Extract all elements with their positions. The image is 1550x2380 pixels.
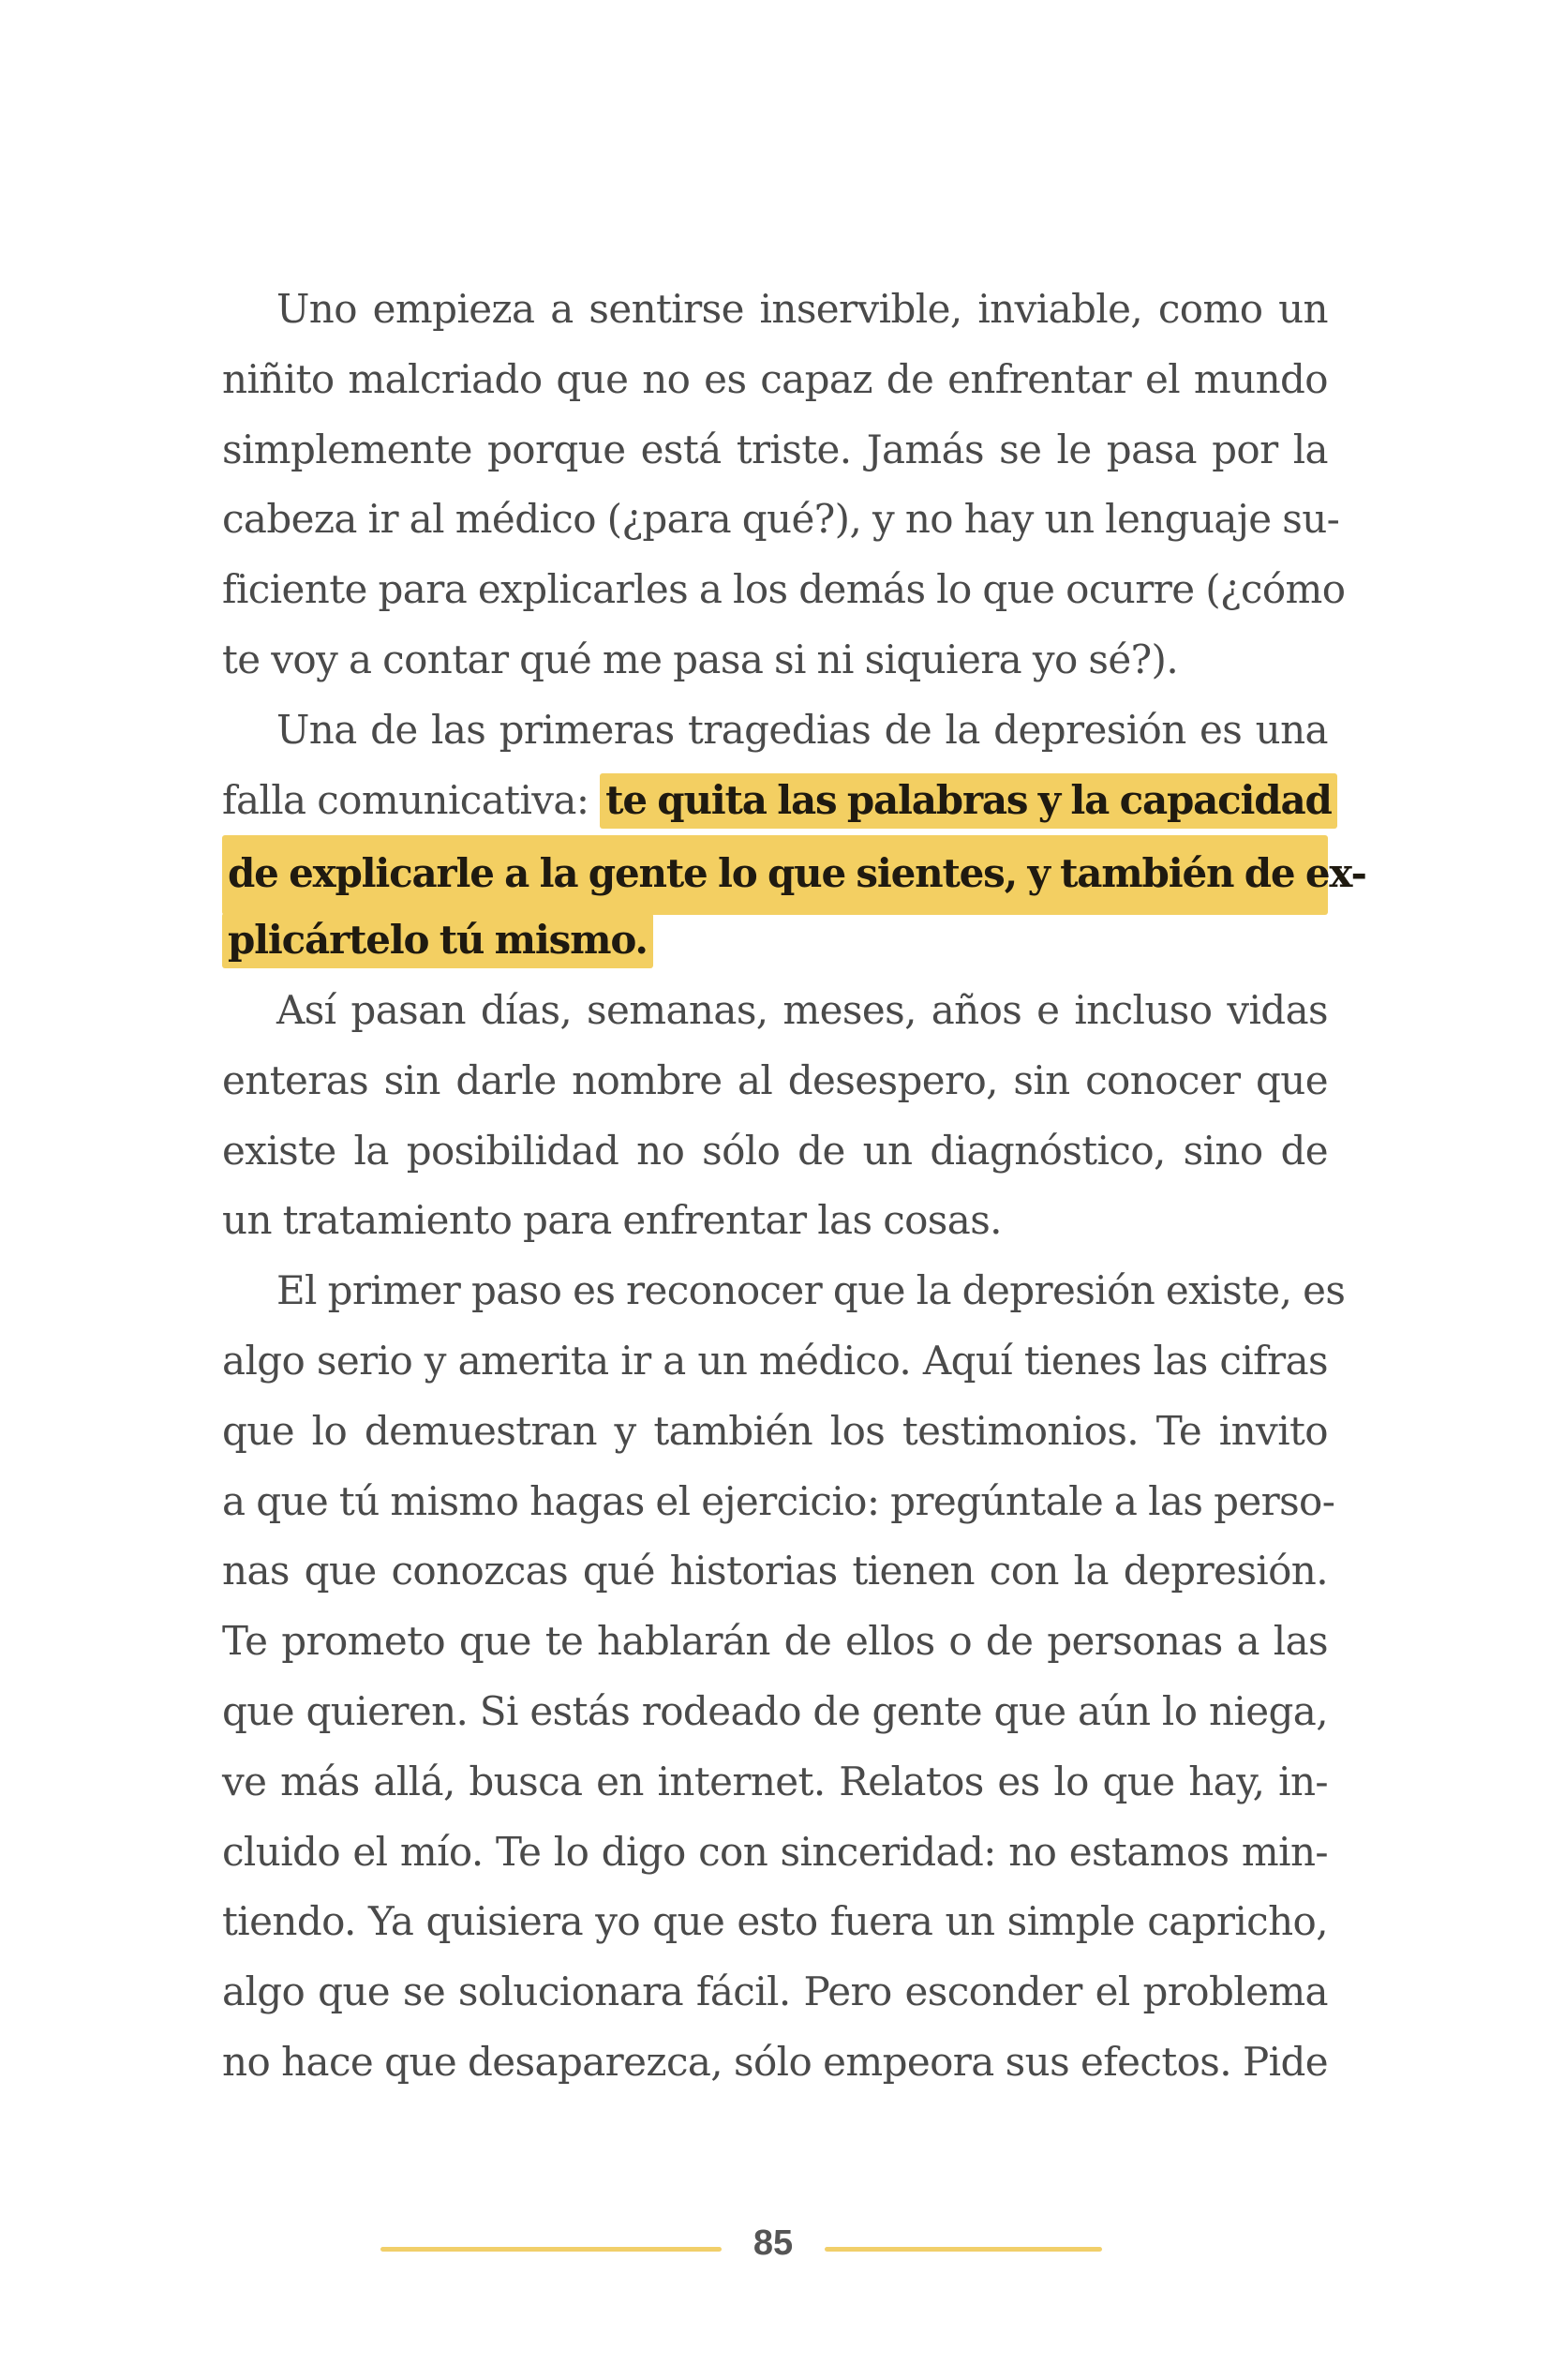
text-line: te voy a contar qué me pasa si ni siquiera yo sé?). (222, 636, 1179, 682)
text-line: a que tú mismo hagas el ejercicio: pregúntale a las perso- (222, 1477, 1335, 1524)
text-line: cluido el mío. Te lo digo con sinceridad: no estamos min- (222, 1828, 1328, 1875)
page-body (222, 275, 1366, 2098)
highlighted-text: de explicarle a la gente lo que sientes, y también de ex- (222, 835, 1328, 915)
footer-rule-left (380, 2247, 722, 2252)
text-line: ficiente para explicarles a los demás lo que ocurre (¿cómo (222, 566, 1346, 613)
text-line: El primer paso es reconocer que la depresión existe, es (276, 1267, 1346, 1314)
text-line: no hace que desaparezca, sólo empeora sus efectos. Pide (222, 2038, 1328, 2085)
text-line: enteras sin darle nombre al desespero, sin conocer que (222, 1056, 1328, 1103)
highlighted-text: te quita las palabras y la capacidad (600, 773, 1336, 829)
footer-rule-right (825, 2247, 1102, 2252)
text-line (222, 906, 1328, 976)
text-line: Uno empieza a sentirse inservible, inviable, como un (276, 286, 1328, 332)
paragraph (222, 1256, 1346, 2098)
text-line: un tratamiento para enfrentar las cosas. (222, 1197, 1002, 1244)
text-line: que lo demuestran y también los testimonios. Te invito (222, 1407, 1328, 1454)
text-line (222, 835, 1366, 906)
text-line: ve más allá, busca en internet. Relatos es lo que hay, in- (222, 1758, 1328, 1804)
highlighted-text: plicártelo tú mismo. (222, 913, 653, 968)
paragraph (222, 275, 1346, 696)
text-line: algo serio y amerita ir a un médico. Aquí tienes las cifras (222, 1337, 1328, 1384)
text-line: simplemente porque está triste. Jamás se le pasa por la (222, 426, 1328, 472)
paragraph (222, 976, 1328, 1256)
text-line: algo que se solucionara fácil. Pero esconder el problema (222, 1968, 1328, 2015)
page-footer (0, 2218, 1550, 2274)
text-line: Una de las primeras tragedias de la depresión es una (276, 706, 1328, 753)
page-number: 85 (753, 2223, 794, 2263)
text-line: que quieren. Si estás rodeado de gente que aún lo niega, (222, 1687, 1328, 1734)
text-line: Así pasan días, semanas, meses, años e incluso vidas (276, 986, 1328, 1033)
text-line: nas que conozcas qué historias tienen con la depresión. (222, 1548, 1328, 1594)
paragraph-highlighted (222, 696, 1366, 976)
plain-text: falla comunicativa: (222, 776, 601, 823)
text-line: tiendo. Ya quisiera yo que esto fuera un simple capricho, (222, 1898, 1328, 1945)
text-line: Te prometo que te hablarán de ellos o de personas a las (222, 1618, 1328, 1665)
text-line (222, 766, 1332, 836)
text-line: existe la posibilidad no sólo de un diagnóstico, sino de (222, 1127, 1328, 1174)
text-line: niñito malcriado que no es capaz de enfrentar el mundo (222, 355, 1328, 402)
text-line: cabeza ir al médico (¿para qué?), y no hay un lenguaje su- (222, 496, 1340, 543)
